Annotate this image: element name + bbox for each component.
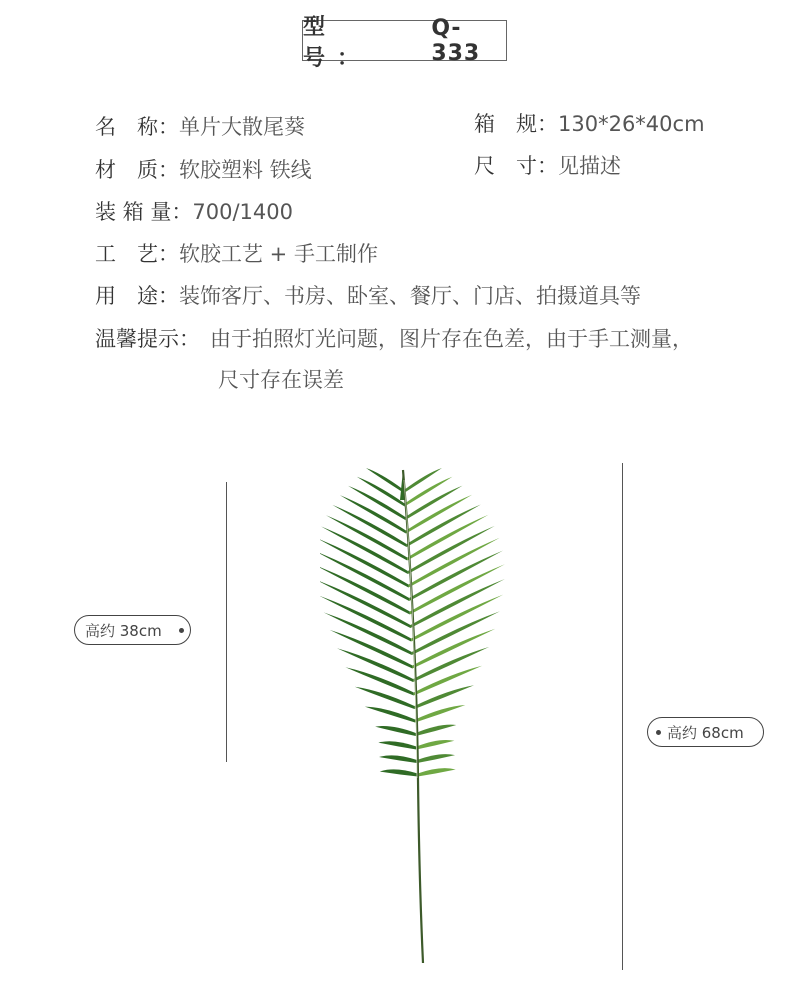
- leaflet-right: [405, 477, 453, 507]
- spec-name-value: 单片大散尾葵: [179, 115, 305, 139]
- leaflet-right: [416, 740, 454, 750]
- height-38-label: [74, 615, 191, 645]
- spec-material: [95, 156, 312, 184]
- spec-usage-label: 用 途：: [95, 284, 179, 308]
- leaflet-left: [345, 667, 413, 695]
- spec-size-label: 尺 寸：: [474, 154, 558, 178]
- spec-box-size-value: 130*26*40cm: [558, 112, 705, 136]
- leaflet-right: [417, 754, 455, 763]
- leaflet-left: [378, 741, 416, 749]
- leaflet-left: [320, 580, 411, 628]
- leaflet-left: [380, 769, 418, 776]
- leaflet-left: [379, 755, 417, 763]
- height-38-text: 高约 38cm: [85, 621, 162, 640]
- spec-quantity-value: 700/1400: [192, 200, 293, 224]
- leaflet-left: [365, 707, 415, 723]
- spec-quantity-label: 装 箱 量：: [95, 200, 193, 224]
- height-68-line: [622, 463, 623, 970]
- spec-quantity: [95, 198, 293, 226]
- spec-tip-line2: 尺寸存在误差: [218, 368, 344, 392]
- leaflet-right: [404, 468, 442, 493]
- spec-size: [474, 152, 621, 180]
- leaflet-left: [366, 468, 404, 493]
- spec-material-value: 软胶塑料 铁线: [179, 158, 312, 182]
- spec-tip-label: 温馨提示：: [95, 327, 200, 351]
- leaflet-left: [320, 565, 410, 614]
- leaflet-left: [320, 551, 409, 601]
- spec-box-size-label: 箱 规：: [474, 112, 558, 136]
- leaflet-right: [414, 666, 482, 696]
- model-label: 型 号：: [303, 14, 372, 71]
- spec-tip: [95, 325, 693, 353]
- model-value: Q-333: [431, 15, 481, 66]
- dot-icon: [656, 730, 661, 735]
- leaflet-left: [320, 538, 409, 587]
- spec-craft: [95, 240, 378, 268]
- height-68-text: 高约 68cm: [667, 723, 744, 742]
- leaflet-left: [375, 726, 416, 736]
- spec-size-value: 见描述: [558, 154, 621, 178]
- spec-usage: [95, 282, 641, 310]
- spec-usage-value: 装饰客厅、书房、卧室、餐厅、门店、拍摄道具等: [179, 284, 641, 308]
- spec-name: [95, 113, 305, 141]
- leaflet-right: [416, 725, 457, 736]
- spec-craft-label: 工 艺：: [95, 242, 179, 266]
- leaflet-right: [415, 705, 465, 723]
- palm-leaf-image: [320, 460, 520, 970]
- spec-tip-line1: 由于拍照灯光问题，图片存在色差，由于手工测量，: [210, 327, 693, 351]
- spec-craft-value: 软胶工艺 + 手工制作: [179, 242, 378, 266]
- model-number-box: [302, 14, 507, 71]
- spec-name-label: 名 称：: [95, 115, 179, 139]
- leaflet-right: [418, 768, 456, 776]
- leaflet-right: [409, 550, 503, 601]
- spec-material-label: 材 质：: [95, 158, 179, 182]
- spec-box-size: [474, 110, 705, 138]
- height-38-line: [226, 482, 227, 762]
- dot-icon: [179, 628, 184, 633]
- height-68-label: [647, 717, 764, 747]
